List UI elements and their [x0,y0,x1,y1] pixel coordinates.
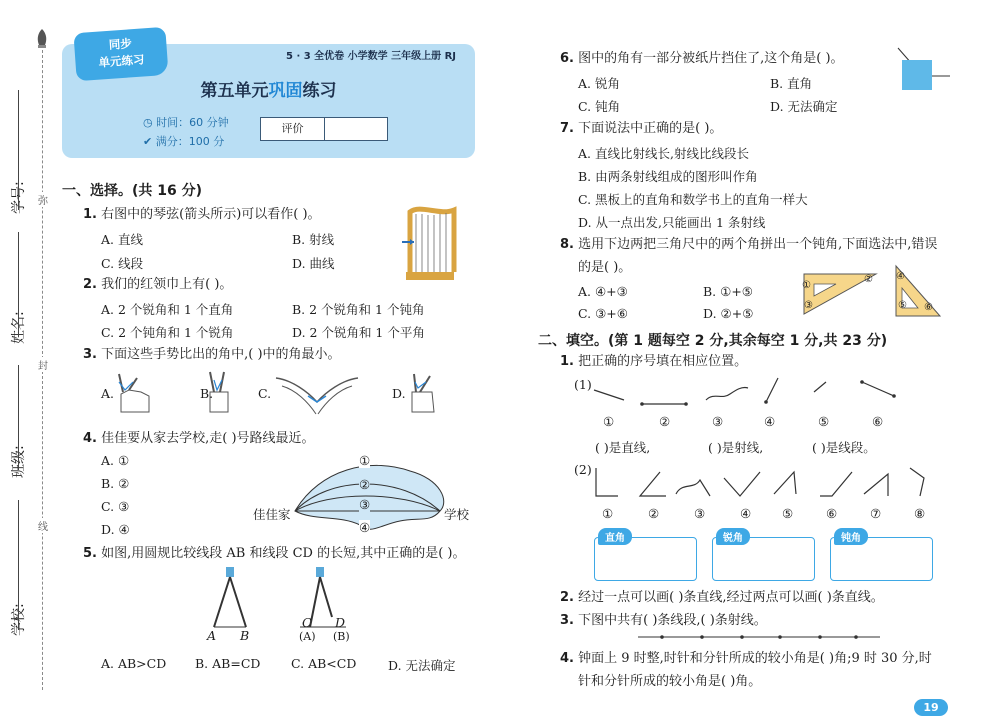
book-meta: 5 · 3 全优卷 小学数学 三年级上册 RJ [286,51,457,62]
f1-line-num-2: ② [659,414,671,429]
harp-icon [400,202,460,282]
hand-gesture-b-icon [206,368,232,416]
seal-char-3: 线 [38,518,48,533]
line-points-figure [636,630,882,644]
q6: 6. 图中的角有一部分被纸片挡住了,这个角是( )。 [560,51,844,66]
class-line [18,365,19,470]
badge-line2: 单元练习 [98,52,145,70]
f1-angle-num-7: ⑦ [870,506,882,521]
f3: 3. 下图中共有( )条线段,( )条射线。 [560,613,767,628]
q6-option-d[interactable]: D. 无法确定 [770,99,838,114]
q2-option-a[interactable]: A. 2 个锐角和 1 个直角 [101,302,234,317]
tri-label-6: ⑥ [924,302,933,313]
q8-option-c[interactable]: C. ③+⑥ [578,306,628,321]
q8-line2: 的是( )。 [578,260,632,275]
tri-label-3: ③ [804,300,813,311]
q3: 3. 下面这些手势比出的角中,( )中的角最小。 [83,347,341,362]
route-label-2: ② [359,477,371,492]
q5-option-b[interactable]: B. AB=CD [195,656,261,671]
badge-line1: 同步 [108,36,133,52]
unit-badge [73,27,168,81]
q5: 5. 如图,用圆规比较线段 AB 和线段 CD 的长短,其中正确的是( )。 [83,546,466,561]
route-school-label: 学校 [444,507,470,522]
point-d-label: D [335,615,346,630]
page-number: 19 [914,699,948,716]
q6-option-b[interactable]: B. 直角 [770,76,813,91]
q4-option-b[interactable]: B. ② [101,476,130,491]
f1-part2-label: (2) [574,462,592,477]
q2-option-d[interactable]: D. 2 个锐角和 1 个平角 [292,325,425,340]
point-b-label: B [240,628,250,643]
q4-option-c[interactable]: C. ③ [101,499,130,514]
q8: 8. 选用下边两把三角尺中的两个角拼出一个钝角,下面选法中,错误 [560,237,938,252]
score-info: ✔ 满分：100 分 [143,135,225,148]
hand-gesture-c-icon [272,372,362,416]
route-label-4: ④ [359,520,371,535]
check-icon: ✔ [143,135,156,148]
page-title: 第五单元巩固练习 [200,81,337,101]
q4: 4. 佳佳要从家去学校,走( )号路线最近。 [83,431,315,446]
q1-option-d[interactable]: D. 曲线 [292,256,335,271]
name-line [18,232,19,337]
f1-angle-num-5: ⑤ [782,506,794,521]
q1-option-b[interactable]: B. 射线 [292,232,335,247]
f1: 1. 把正确的序号填在相应位置。 [560,354,748,369]
student-id-line [18,90,19,210]
hand-gesture-a-icon [115,368,155,416]
q5-option-a[interactable]: A. AB>CD [101,656,167,671]
q2-option-b[interactable]: B. 2 个锐角和 1 个钝角 [292,302,425,317]
q7-option-d[interactable]: D. 从一点出发,只能画出 1 条射线 [578,215,766,230]
q8-option-d[interactable]: D. ②+⑤ [703,306,754,321]
f1-blank-segment[interactable]: ( )是线段。 [812,440,876,455]
f1-blank-ray[interactable]: ( )是射线, [708,440,764,455]
q2-option-c[interactable]: C. 2 个钝角和 1 个锐角 [101,325,234,340]
evaluation-label: 评价 [261,118,325,140]
point-a2-label: (A) [299,630,316,643]
f4: 4. 钟面上 9 时整,时针和分针所成的较小角是( )角;9 时 30 分,时 [560,651,932,666]
q7: 7. 下面说法中正确的是( )。 [560,121,723,136]
f2: 2. 经过一点可以画( )条直线,经过两点可以画( )条直线。 [560,590,884,605]
f1-line-num-3: ③ [712,414,724,429]
seal-char-1: 弥 [38,192,48,207]
tri-label-2: ② [864,274,873,285]
student-id-label: 学号: [11,181,27,214]
rocket-icon [33,28,51,50]
acute-angle-tag: 锐角 [716,528,750,545]
evaluation-box [260,117,388,141]
f1-part1-label: (1) [574,377,592,392]
class-label: 班级: [11,445,27,478]
q1: 1. 右图中的琴弦(箭头所示)可以看作( )。 [83,207,321,222]
q2: 2. 我们的红领巾上有( )。 [83,277,233,292]
school-line [18,500,19,630]
q6-option-a[interactable]: A. 锐角 [578,76,620,91]
f1-angle-num-2: ② [648,506,660,521]
f1-line-num-1: ① [603,414,615,429]
route-home-label: 佳佳家 [253,507,291,522]
section2-heading: 二、填空。(第 1 题每空 2 分,其余每空 1 分,共 23 分) [538,333,888,349]
right-angle-tag: 直角 [598,528,632,545]
f1-angle-num-4: ④ [740,506,752,521]
q4-option-a[interactable]: A. ① [101,453,130,468]
q8-option-b[interactable]: B. ①+⑤ [703,284,754,299]
hand-gesture-d-icon [406,368,440,416]
tri-label-4: ④ [896,271,905,282]
q1-option-a[interactable]: A. 直线 [101,232,143,247]
hidden-angle-figure [896,46,952,96]
q7-option-a[interactable]: A. 直线比射线长,射线比线段长 [578,146,749,161]
f4-line2: 针和分针所成的较小角是( )角。 [578,674,762,689]
school-label: 学校: [11,603,27,636]
f1-angle-num-3: ③ [694,506,706,521]
point-a-label: A [207,628,217,643]
lines-figure [590,372,910,412]
angles-figure [590,464,940,504]
q8-option-a[interactable]: A. ④+③ [578,284,628,299]
q1-option-c[interactable]: C. 线段 [101,256,144,271]
q7-option-c[interactable]: C. 黑板上的直角和数学书上的直角一样大 [578,192,808,207]
q3-option-b[interactable]: B. [200,386,214,401]
tri-label-5: ⑤ [898,300,907,311]
f1-line-num-5: ⑤ [818,414,830,429]
route-label-3: ③ [359,497,371,512]
q5-option-c[interactable]: C. AB<CD [291,656,357,671]
q5-option-d[interactable]: D. 无法确定 [388,658,456,673]
route-label-1: ① [359,453,371,468]
q3-option-c[interactable]: C. [258,386,272,401]
q3-option-a[interactable]: A. [101,386,115,401]
evaluation-field[interactable] [325,118,387,140]
time-info: ◷ 时间：60 分钟 [143,116,229,129]
section1-heading: 一、选择。(共 16 分) [62,183,203,199]
q6-option-c[interactable]: C. 钝角 [578,99,621,114]
q7-option-b[interactable]: B. 由两条射线组成的图形叫作角 [578,169,758,184]
f1-angle-num-1: ① [602,506,614,521]
name-label: 姓名: [11,311,27,344]
f1-angle-num-6: ⑥ [826,506,838,521]
tri-label-1: ① [802,280,811,291]
f1-line-num-6: ⑥ [872,414,884,429]
seal-char-2: 封 [38,357,48,372]
f1-line-num-4: ④ [764,414,776,429]
q4-option-d[interactable]: D. ④ [101,522,130,537]
point-c-label: C [302,615,312,630]
clock-icon: ◷ [143,116,157,129]
obtuse-angle-tag: 钝角 [834,528,868,545]
f1-angle-num-8: ⑧ [914,506,926,521]
point-b2-label: (B) [333,630,350,643]
f1-blank-straight-line[interactable]: ( )是直线, [595,440,651,455]
q3-option-d[interactable]: D. [392,386,406,401]
